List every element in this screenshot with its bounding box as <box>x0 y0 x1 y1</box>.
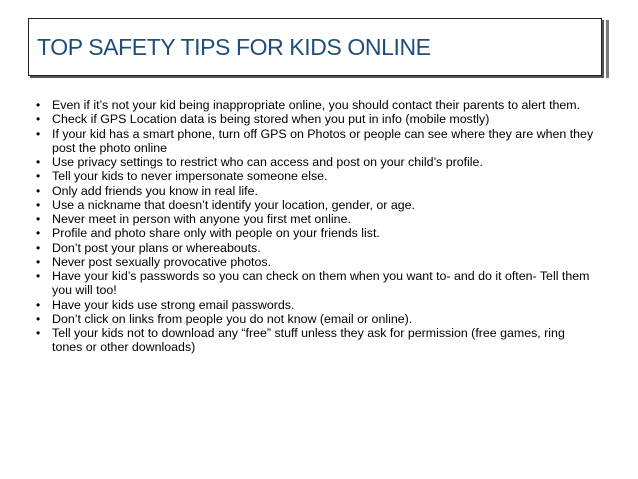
title-box-shadow <box>606 20 609 78</box>
tip-item: • Use a nickname that doesn’t identify your location, gender, or age. <box>36 198 596 212</box>
tips-list <box>36 98 596 355</box>
tip-item: • Don’t post your plans or whereabouts. <box>36 241 596 255</box>
tip-item: • Tell your kids not to download any “free” stuff unless they ask for permission (free games, ring tones or other downloads) <box>36 326 596 354</box>
title-box <box>28 18 602 76</box>
tip-item: • Only add friends you know in real life. <box>36 184 596 198</box>
tip-item: • Don’t click on links from people you do not know (email or online). <box>36 312 596 326</box>
tip-item: • Tell your kids to never impersonate someone else. <box>36 169 596 183</box>
tip-item: • Have your kid’s passwords so you can check on them when you want to- and do it often- Tell them you will too! <box>36 269 596 297</box>
tip-item: • Check if GPS Location data is being stored when you put in info (mobile mostly) <box>36 112 596 126</box>
slide-title: TOP SAFETY TIPS FOR KIDS ONLINE <box>37 34 431 60</box>
tip-item: • Never meet in person with anyone you first met online. <box>36 212 596 226</box>
tip-item: • Have your kids use strong email passwords. <box>36 298 596 312</box>
tip-item: • Use privacy settings to restrict who can access and post on your child’s profile. <box>36 155 596 169</box>
tip-item: • If your kid has a smart phone, turn off GPS on Photos or people can see where they are when they post the photo online <box>36 127 596 155</box>
tip-item: • Even if it’s not your kid being inappropriate online, you should contact their parents to alert them. <box>36 98 596 112</box>
tip-item: • Profile and photo share only with people on your friends list. <box>36 226 596 240</box>
tip-item: • Never post sexually provocative photos. <box>36 255 596 269</box>
